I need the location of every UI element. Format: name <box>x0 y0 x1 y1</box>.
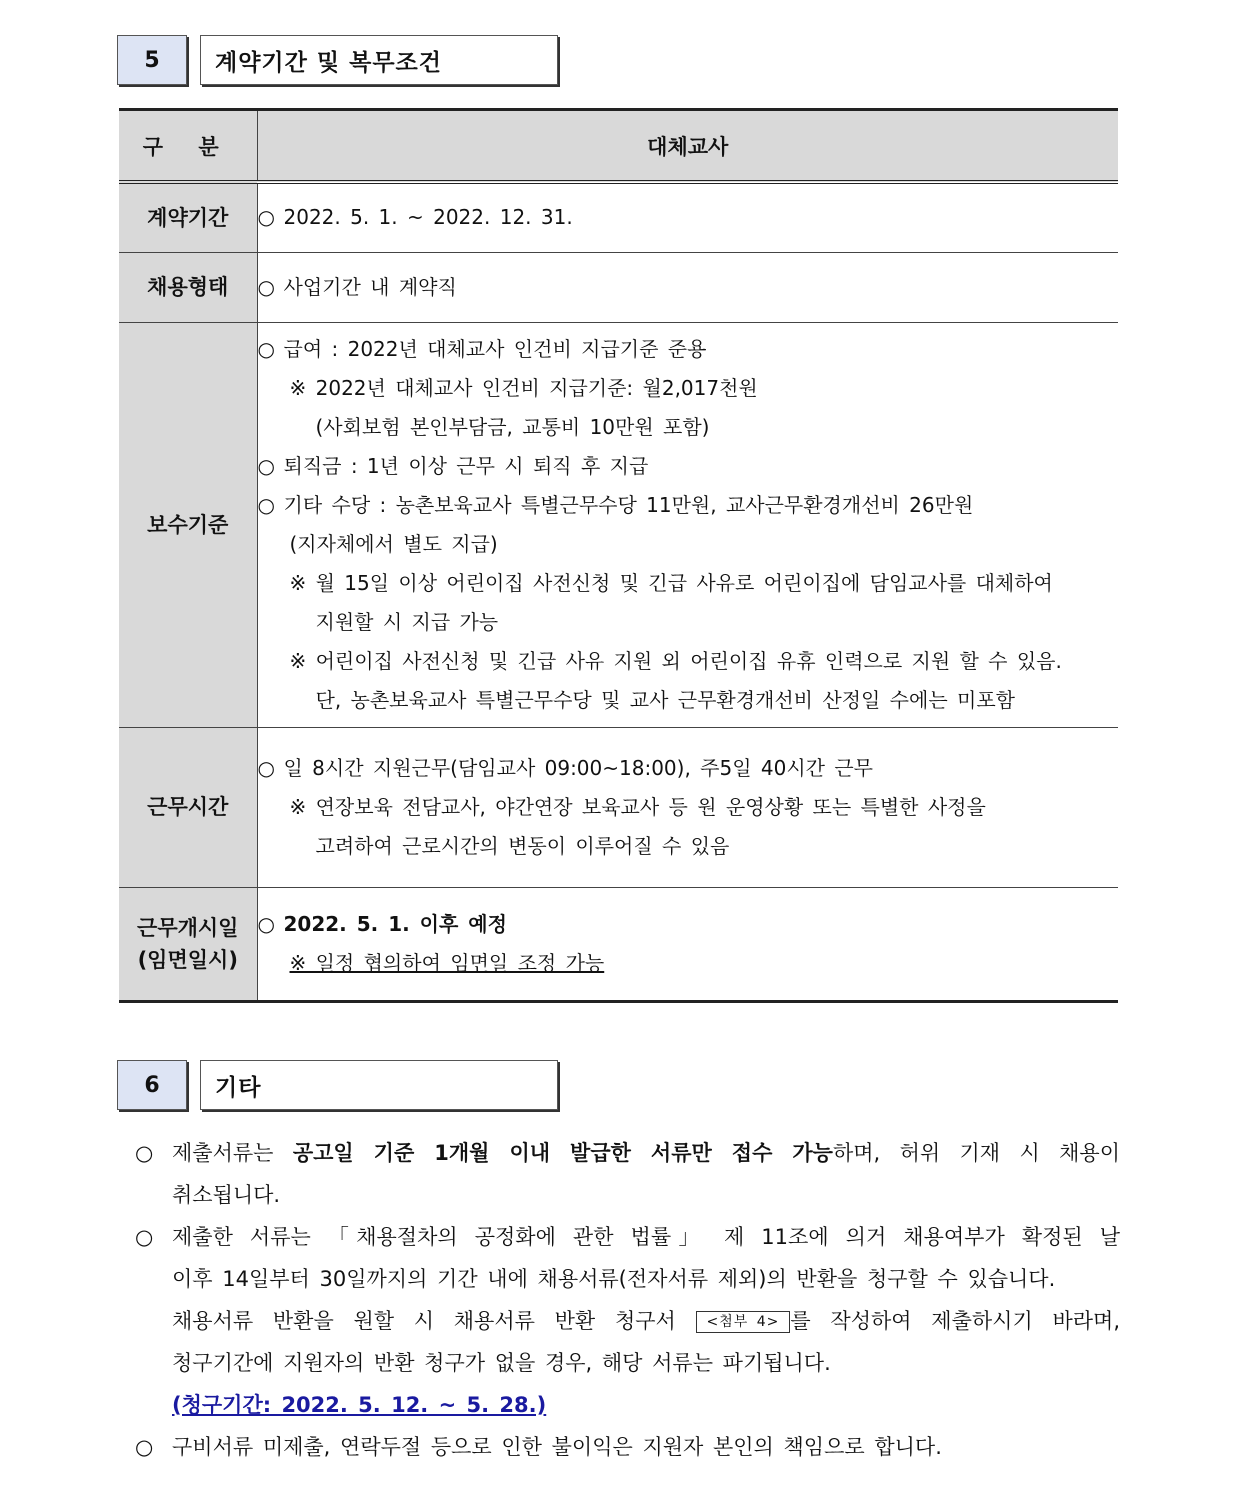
employment-type-text: 사업기간 내 계약직 <box>283 274 457 299</box>
period-text: 2022. 5. 1. ~ 2022. 12. 31. <box>283 205 573 230</box>
section-number: 6 <box>117 1060 187 1110</box>
section-title: 계약기간 및 복무조건 <box>200 35 558 85</box>
list-item <box>135 1426 1120 1468</box>
attachment-tag: <첨부 4> <box>696 1311 791 1333</box>
section-number: 5 <box>117 35 187 85</box>
list-item <box>135 1132 1120 1216</box>
text: 하며, 허위 기재 시 채용이 <box>832 1141 1120 1165</box>
row-label <box>119 887 257 1001</box>
row-label-line: 근무개시일 <box>137 915 239 940</box>
pay-note: (지자체에서 별도 지급) <box>289 531 498 556</box>
row-label: 보수기준 <box>119 322 257 727</box>
row-value <box>257 887 1118 1001</box>
pay-note: ※ 월 15일 이상 어린이집 사전신청 및 긴급 사유로 어린이집에 담임교사를 대체하여 <box>289 570 1053 595</box>
table-row-start-date <box>119 887 1118 1001</box>
hours-note: 고려하여 근로시간의 변동이 이루어질 수 있음 <box>315 833 730 858</box>
claim-period: (청구기간: 2022. 5. 12. ~ 5. 28.) <box>172 1393 547 1417</box>
bullet-circle: ○ <box>257 205 275 230</box>
bullet-circle: ○ <box>257 755 275 780</box>
pay-note: ※ 2022년 대체교사 인건비 지급기준: 월2,017천원 <box>289 375 758 400</box>
table-row-pay <box>119 322 1118 727</box>
table-header-row <box>119 110 1118 183</box>
pay-note: ※ 어린이집 사전신청 및 긴급 사유 지원 외 어린이집 유휴 인력으로 지원 할 수 있음. <box>289 648 1062 673</box>
text: 를 작성하여 제출하시기 바라며, <box>790 1309 1120 1333</box>
text: 청구기간에 지원자의 반환 청구가 없을 경우, 해당 서류는 파기됩니다. <box>172 1351 831 1375</box>
text: 제출서류는 <box>172 1141 293 1165</box>
row-value <box>257 182 1118 252</box>
section-title: 기타 <box>200 1060 558 1110</box>
bullet-circle: ○ <box>257 274 275 299</box>
row-label: 근무시간 <box>119 727 257 887</box>
pay-note: 지원할 시 지급 가능 <box>315 609 499 634</box>
pay-line: 기타 수당 : 농촌보육교사 특별근무수당 11만원, 교사근무환경개선비 26만원 <box>283 492 974 517</box>
pay-line: 퇴직금 : 1년 이상 근무 시 퇴직 후 지급 <box>283 453 649 478</box>
bullet-circle: ○ <box>135 1435 154 1459</box>
text: 채용서류 반환을 원할 시 채용서류 반환 청구서 <box>172 1309 676 1333</box>
hours-line: 일 8시간 지원근무(담임교사 09:00~18:00), 주5일 40시간 근무 <box>283 755 873 780</box>
hours-note: ※ 연장보육 전담교사, 야간연장 보육교사 등 원 운영상황 또는 특별한 사정을 <box>289 794 986 819</box>
other-notes <box>135 1132 1120 1468</box>
pay-note: (사회보험 본인부담금, 교통비 10만원 포함) <box>315 414 710 439</box>
bullet-circle: ○ <box>257 492 275 517</box>
column-header-substitute-teacher: 대체교사 <box>257 110 1118 183</box>
row-value <box>257 727 1118 887</box>
pay-line: 급여 : 2022년 대체교사 인건비 지급기준 준용 <box>283 336 707 361</box>
table-row-employment-type <box>119 252 1118 322</box>
contract-conditions-table <box>119 108 1118 1003</box>
bullet-circle: ○ <box>257 336 275 361</box>
emphasis-text: 공고일 기준 1개월 이내 발급한 서류만 접수 가능 <box>292 1141 833 1165</box>
row-value <box>257 252 1118 322</box>
row-label: 채용형태 <box>119 252 257 322</box>
start-date-text: 2022. 5. 1. 이후 예정 <box>283 911 507 936</box>
text: 제출한 서류는 「채용절차의 공정화에 관한 법률」 제 11조에 의거 채용여부가 확정된 날 <box>172 1225 1120 1249</box>
bullet-circle: ○ <box>135 1141 154 1165</box>
text: 구비서류 미제출, 연락두절 등으로 인한 불이익은 지원자 본인의 책임으로 합니다. <box>172 1435 942 1459</box>
pay-note: 단, 농촌보육교사 특별근무수당 및 교사 근무환경개선비 산정일 수에는 미포함 <box>315 687 1015 712</box>
bullet-circle: ○ <box>257 453 275 478</box>
text: 이후 14일부터 30일까지의 기간 내에 채용서류(전자서류 제외)의 반환을 청구할 수 있습니다. <box>172 1267 1056 1291</box>
start-date-note: ※ 일정 협의하여 임면일 조정 가능 <box>289 950 605 975</box>
table-row-period <box>119 182 1118 252</box>
table-row-working-hours <box>119 727 1118 887</box>
bullet-circle: ○ <box>135 1225 154 1249</box>
list-item <box>135 1216 1120 1426</box>
row-value <box>257 322 1118 727</box>
bullet-circle: ○ <box>257 911 275 936</box>
row-label: 계약기간 <box>119 182 257 252</box>
row-label-line: (임면일시) <box>137 947 238 972</box>
text: 취소됩니다. <box>172 1183 281 1207</box>
column-header-category: 구 분 <box>119 110 257 183</box>
